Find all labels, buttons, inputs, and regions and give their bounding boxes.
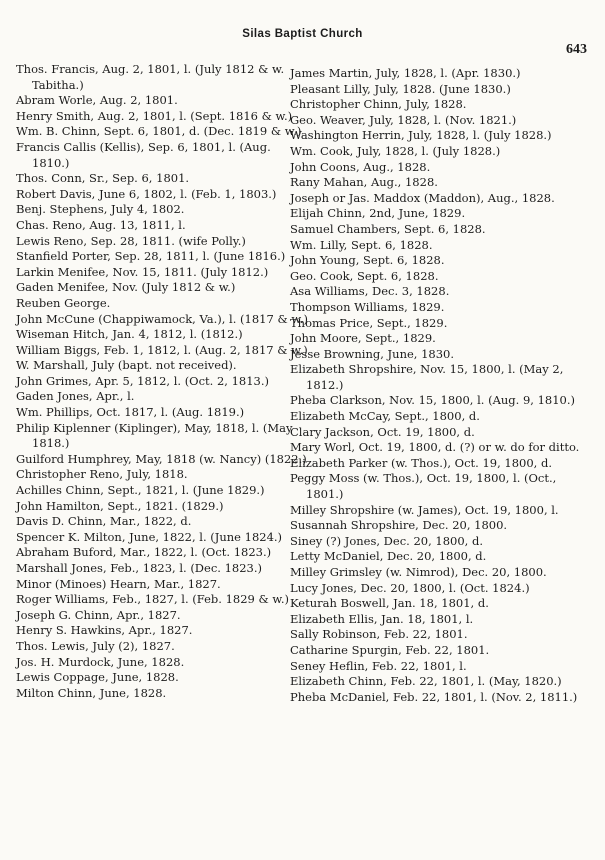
member-entry: Robert Davis, June 6, 1802, l. (Feb. 1, 1803.) [16, 186, 277, 201]
member-entry: Rany Mahan, Aug., 1828. [290, 175, 438, 190]
member-entry: Henry Smith, Aug. 2, 1801, l. (Sept. 1816 & w.) [16, 108, 293, 123]
left-column [16, 62, 308, 701]
member-entry: Marshall Jones, Feb., 1823, l. (Dec. 1823.) [16, 561, 262, 575]
member-entry: Sally Robinson, Feb. 22, 1801. [290, 627, 468, 642]
member-entry: Milton Chinn, June, 1828. [16, 685, 167, 700]
member-entry: Pheba Clarkson, Nov. 15, 1800, l. (Aug. 9, 1810.) [290, 393, 576, 408]
member-entry: Samuel Chambers, Sept. 6, 1828. [290, 221, 486, 236]
member-entry: Thos. Lewis, July (2), 1827. [16, 638, 175, 653]
member-entry: Roger Williams, Feb., 1827, l. (Feb. 1829 & w.) [16, 592, 290, 607]
member-entry: Jos. H. Murdock, June, 1828. [16, 654, 185, 669]
member-entry: Elizabeth Parker (w. Thos.), Oct. 19, 1800, d. [290, 455, 552, 470]
member-entry: Pleasant Lilly, July, 1828. (June 1830.) [290, 81, 511, 96]
member-entry: John Grimes, Apr. 5, 1812, l. (Oct. 2, 1813.) [16, 373, 270, 388]
member-entry: Thos. Conn, Sr., Sep. 6, 1801. [16, 171, 190, 186]
member-entry: Elizabeth McCay, Sept., 1800, d. [290, 409, 480, 424]
member-entry: Keturah Boswell, Jan. 18, 1801, d. [290, 596, 489, 611]
member-entry: Thomas Price, Sept., 1829. [290, 315, 448, 330]
member-entry: Wm. Phillips, Oct. 1817, l. (Aug. 1819.) [16, 405, 245, 420]
member-entry: Pheba McDaniel, Feb. 22, 1801, l. (Nov. 2, 1811.) [290, 689, 578, 704]
member-entry: Peggy Moss (w. Thos.), Oct. 19, 1800, l. (Oct., 1801.) [290, 471, 557, 502]
member-entry: John Young, Sept. 6, 1828. [290, 253, 445, 268]
member-entry: Spencer K. Milton, June, 1822, l. (June 1824.) [16, 529, 283, 544]
member-entry: Benj. Stephens, July 4, 1802. [16, 202, 185, 217]
member-entry: Thos. Francis, Aug. 2, 1801, l. (July 1812 & w. Tabitha.) [16, 62, 285, 92]
member-entry: W. Marshall, July (bapt. not received). [16, 358, 237, 373]
member-entry: Guilford Humphrey, May, 1818 (w. Nancy) (1822.) [16, 451, 307, 466]
member-entry: Reuben George. [16, 295, 111, 310]
member-entry: Mary Worl, Oct. 19, 1800, d. (?) or w. do for ditto. [290, 440, 580, 455]
member-entry: John Coons, Aug., 1828. [290, 159, 431, 174]
member-entry: Lucy Jones, Dec. 20, 1800, l. (Oct. 1824.) [290, 580, 530, 595]
member-entry: Achilles Chinn, Sept., 1821, l. (June 1829.) [16, 483, 265, 498]
right-column [290, 66, 590, 705]
member-entry: Thompson Williams, 1829. [290, 299, 445, 314]
member-entry: Gaden Jones, Apr., l. [16, 389, 135, 404]
member-entry: Joseph G. Chinn, Apr., 1827. [16, 607, 181, 622]
member-entry: Christopher Reno, July, 1818. [16, 467, 188, 482]
member-entry: Davis D. Chinn, Mar., 1822, d. [16, 514, 192, 529]
member-entry: Catharine Spurgin, Feb. 22, 1801. [290, 642, 490, 657]
member-entry: Joseph or Jas. Maddox (Maddon), Aug., 1828. [290, 190, 555, 205]
member-entry: James Martin, July, 1828, l. (Apr. 1830.) [290, 66, 521, 80]
member-entry: Clary Jackson, Oct. 19, 1800, d. [290, 424, 475, 439]
member-entry: Gaden Menifee, Nov. (July 1812 & w.) [16, 280, 236, 295]
page-number: 643 [566, 42, 587, 57]
member-entry: Susannah Shropshire, Dec. 20, 1800. [290, 518, 508, 533]
member-entry: Geo. Weaver, July, 1828, l. (Nov. 1821.) [290, 112, 517, 127]
member-entry: Wm. Lilly, Sept. 6, 1828. [290, 237, 433, 252]
member-entry: Siney (?) Jones, Dec. 20, 1800, d. [290, 533, 483, 548]
member-entry: Milley Grimsley (w. Nimrod), Dec. 20, 1800. [290, 565, 547, 579]
member-entry: Elizabeth Shropshire, Nov. 15, 1800, l. (May 2, 1812.) [290, 362, 564, 392]
member-entry: John Hamilton, Sept., 1821. (1829.) [16, 498, 224, 513]
member-entry: Henry S. Hawkins, Apr., 1827. [16, 623, 193, 638]
member-entry: Asa Williams, Dec. 3, 1828. [290, 284, 450, 299]
member-entry: Larkin Menifee, Nov. 15, 1811. (July 1812.) [16, 264, 269, 279]
member-entry: Francis Callis (Kellis), Sep. 6, 1801, l. (Aug. 1810.) [16, 139, 271, 170]
member-entry: Abraham Buford, Mar., 1822, l. (Oct. 1823.) [16, 545, 272, 560]
member-entry: Philip Kiplenner (Kiplinger), May, 1818, l. (May 1818.) [16, 420, 293, 451]
member-entry: Minor (Minoes) Hearn, Mar., 1827. [16, 576, 221, 591]
member-entry: Elijah Chinn, 2nd, June, 1829. [290, 206, 466, 221]
member-entry: Stanfield Porter, Sep. 28, 1811, l. (June 1816.) [16, 249, 286, 264]
page-header: Silas Baptist Church [242, 28, 363, 40]
member-entry: William Biggs, Feb. 1, 1812, l. (Aug. 2, 1817 & w.) [16, 342, 308, 357]
member-entry: Elizabeth Chinn, Feb. 22, 1801, l. (May, 1820.) [290, 674, 562, 689]
member-entry: Milley Shropshire (w. James), Oct. 19, 1800, l. [290, 502, 559, 517]
member-entry: Geo. Cook, Sept. 6, 1828. [290, 268, 439, 283]
member-entry: Lewis Reno, Sep. 28, 1811. (wife Polly.) [16, 233, 246, 248]
member-entry: Lewis Coppage, June, 1828. [16, 670, 179, 685]
member-entry: Wiseman Hitch, Jan. 4, 1812, l. (1812.) [16, 327, 243, 342]
member-entry: Jesse Browning, June, 1830. [290, 346, 455, 361]
member-entry: Washington Herrin, July, 1828, l. (July 1828.) [290, 128, 552, 143]
member-entry: John McCune (Chappiwamock, Va.), l. (1817 & w.) [16, 311, 308, 326]
member-entry: Christopher Chinn, July, 1828. [290, 97, 467, 112]
member-entry: Wm. B. Chinn, Sept. 6, 1801, d. (Dec. 1819 & w.) [16, 124, 302, 139]
member-entry: Elizabeth Ellis, Jan. 18, 1801, l. [290, 611, 474, 626]
member-entry: Abram Worle, Aug. 2, 1801. [16, 93, 178, 108]
member-entry: John Moore, Sept., 1829. [290, 331, 436, 346]
member-entry: Wm. Cook, July, 1828, l. (July 1828.) [290, 143, 501, 158]
member-entry: Letty McDaniel, Dec. 20, 1800, d. [290, 549, 487, 564]
member-entry: Seney Heflin, Feb. 22, 1801, l. [290, 658, 467, 673]
member-entry: Chas. Reno, Aug. 13, 1811, l. [16, 217, 186, 232]
